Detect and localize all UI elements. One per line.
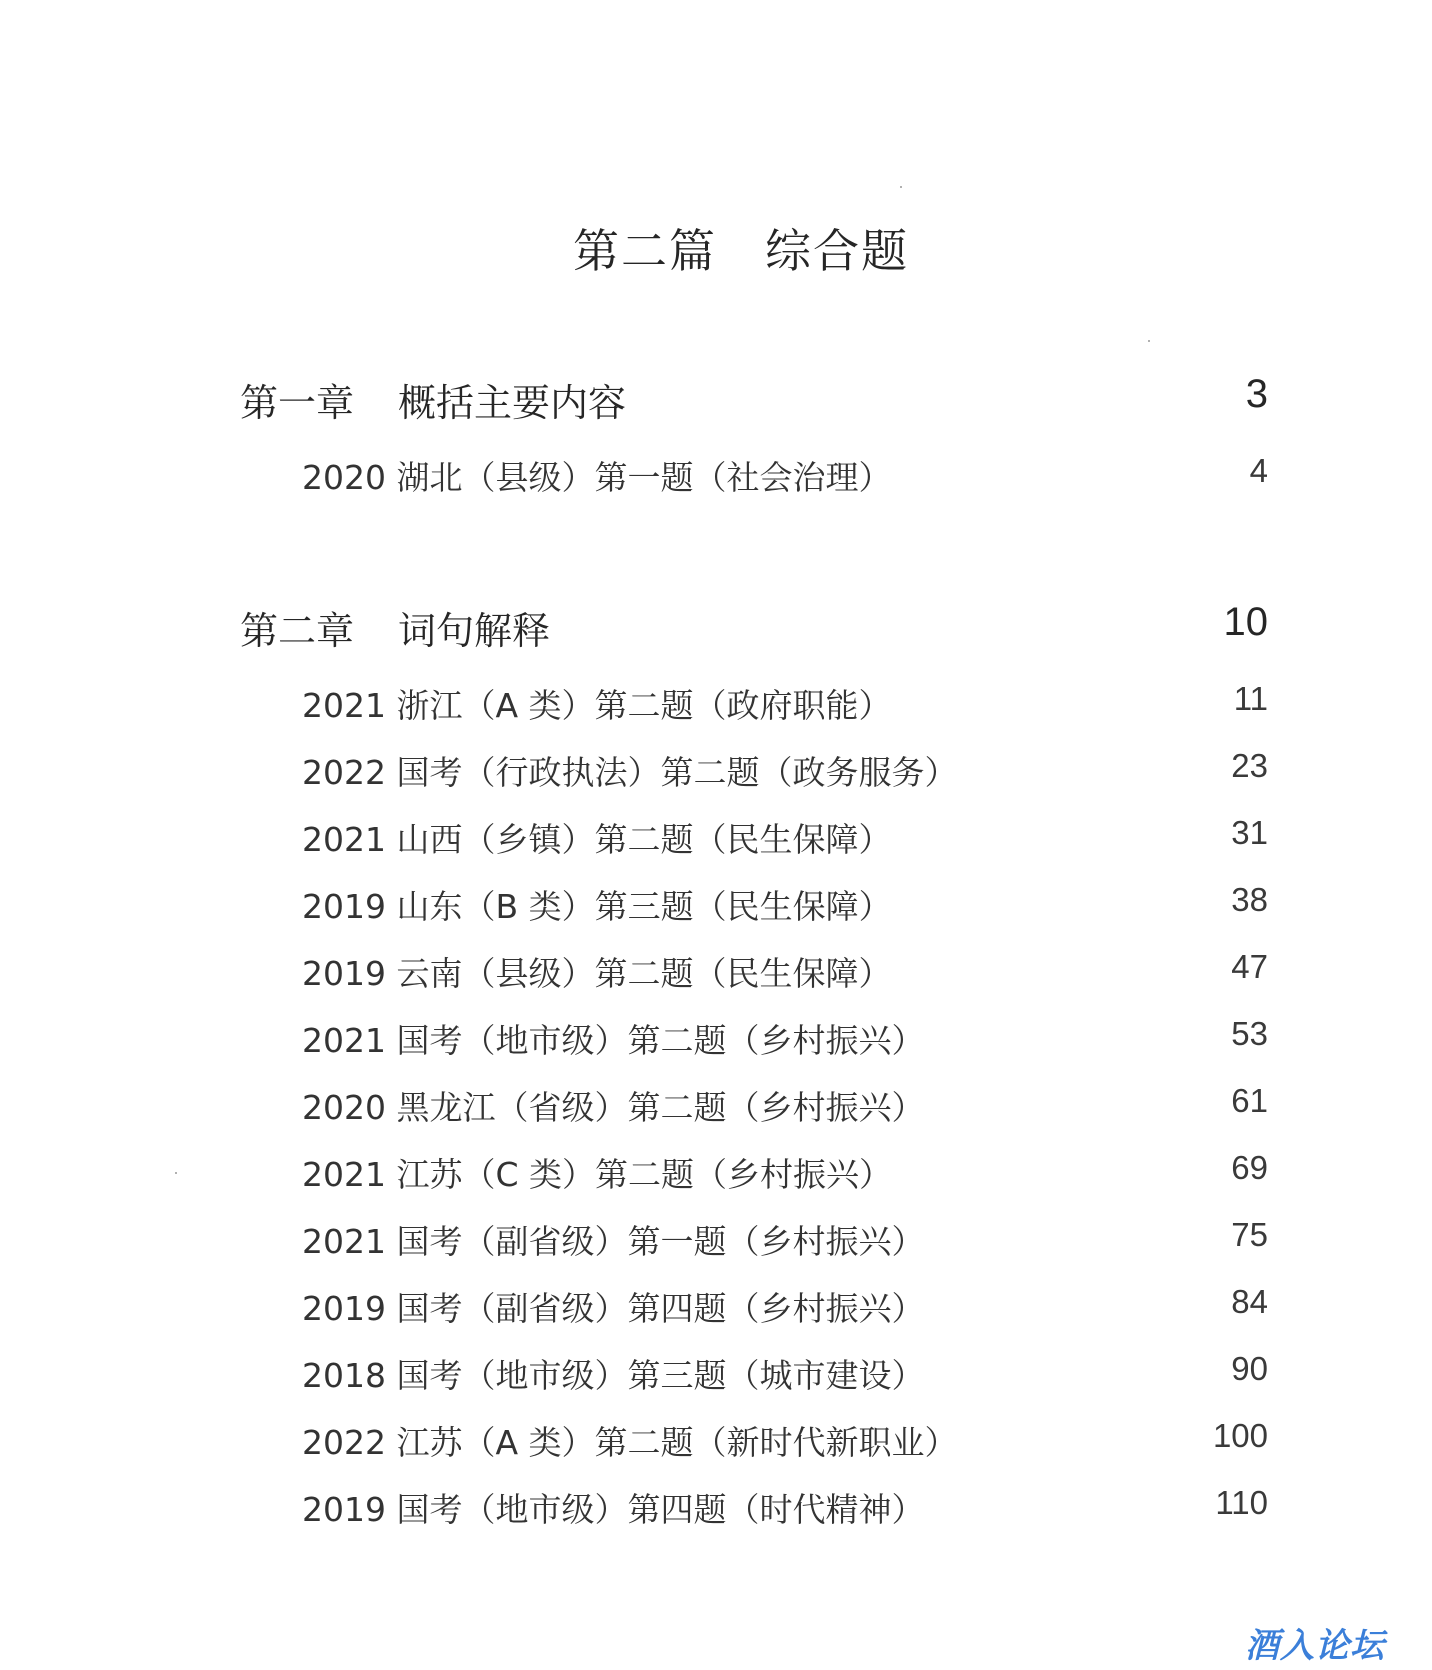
toc-entry-page: 84 — [1231, 1283, 1268, 1320]
toc-entry-title: 2019 国考（副省级）第四题（乡村振兴） — [302, 1289, 925, 1328]
toc-entry[interactable] — [302, 1417, 1268, 1463]
toc-entry-title: 2022 江苏（A 类）第二题（新时代新职业） — [302, 1423, 958, 1462]
chapter-page-number: 3 — [1245, 372, 1268, 416]
toc-entry-title: 2021 江苏（C 类）第二题（乡村振兴） — [302, 1155, 893, 1194]
toc-entry[interactable] — [302, 881, 1268, 927]
toc-entry-title: 2021 国考（地市级）第二题（乡村振兴） — [302, 1021, 925, 1060]
chapter-name: 词句解释 — [398, 609, 551, 653]
chapter-name: 概括主要内容 — [398, 381, 627, 425]
toc-entry[interactable] — [302, 1082, 1268, 1128]
chapter-page-number: 10 — [1223, 600, 1268, 644]
scan-speck — [900, 186, 902, 188]
toc-entry-page: 69 — [1231, 1149, 1268, 1186]
toc-entry-title: 2021 山西（乡镇）第二题（民生保障） — [302, 820, 892, 859]
toc-entry-page: 31 — [1231, 814, 1268, 851]
toc-entry[interactable] — [302, 1350, 1268, 1396]
toc-entry-title: 2021 浙江（A 类）第二题（政府职能） — [302, 686, 892, 725]
toc-entry[interactable] — [302, 1149, 1268, 1195]
part-label: 第二篇 — [573, 224, 717, 278]
toc-entry[interactable] — [302, 1216, 1268, 1262]
toc-entry[interactable] — [302, 452, 1268, 498]
toc-entry-page: 61 — [1231, 1082, 1268, 1119]
part-title — [0, 215, 1432, 281]
scan-speck — [175, 1172, 177, 1174]
chapter-label: 第二章 — [240, 609, 355, 653]
toc-entry-title: 2020 湖北（县级）第一题（社会治理） — [302, 458, 892, 497]
toc-entry[interactable] — [302, 1484, 1268, 1530]
toc-entry[interactable] — [302, 814, 1268, 860]
chapter-heading-1[interactable] — [240, 372, 1268, 432]
watermark-logo: 酒入论坛 — [1245, 1626, 1385, 1666]
toc-entry-title: 2020 黑龙江（省级）第二题（乡村振兴） — [302, 1088, 925, 1127]
toc-entry-page: 110 — [1215, 1484, 1268, 1521]
toc-entry-page: 90 — [1231, 1350, 1268, 1387]
toc-entry-page: 38 — [1231, 881, 1268, 918]
toc-entry-title: 2022 国考（行政执法）第二题（政务服务） — [302, 753, 958, 792]
chapter-label: 第一章 — [240, 381, 355, 425]
toc-entry-page: 100 — [1212, 1417, 1268, 1454]
toc-entry[interactable] — [302, 1283, 1268, 1329]
toc-entry[interactable] — [302, 747, 1268, 793]
toc-entry[interactable] — [302, 680, 1268, 726]
toc-entry-title: 2018 国考（地市级）第三题（城市建设） — [302, 1356, 925, 1395]
toc-entry-page: 11 — [1233, 680, 1268, 717]
chapter-heading-2[interactable] — [240, 600, 1268, 660]
toc-entry-page: 75 — [1231, 1216, 1268, 1253]
toc-entry-page: 47 — [1231, 948, 1268, 985]
toc-entry-title: 2019 云南（县级）第二题（民生保障） — [302, 954, 892, 993]
toc-entry-title: 2021 国考（副省级）第一题（乡村振兴） — [302, 1222, 925, 1261]
toc-entry-title: 2019 国考（地市级）第四题（时代精神） — [302, 1490, 925, 1529]
toc-entry[interactable] — [302, 948, 1268, 994]
toc-entry-title: 2019 山东（B 类）第三题（民生保障） — [302, 887, 892, 926]
toc-entry[interactable] — [302, 1015, 1268, 1061]
toc-entry-page: 53 — [1231, 1015, 1268, 1052]
toc-entry-page: 23 — [1231, 747, 1268, 784]
toc-entry-page: 4 — [1249, 452, 1268, 489]
scan-speck — [1148, 340, 1150, 342]
part-name: 综合题 — [765, 224, 909, 278]
